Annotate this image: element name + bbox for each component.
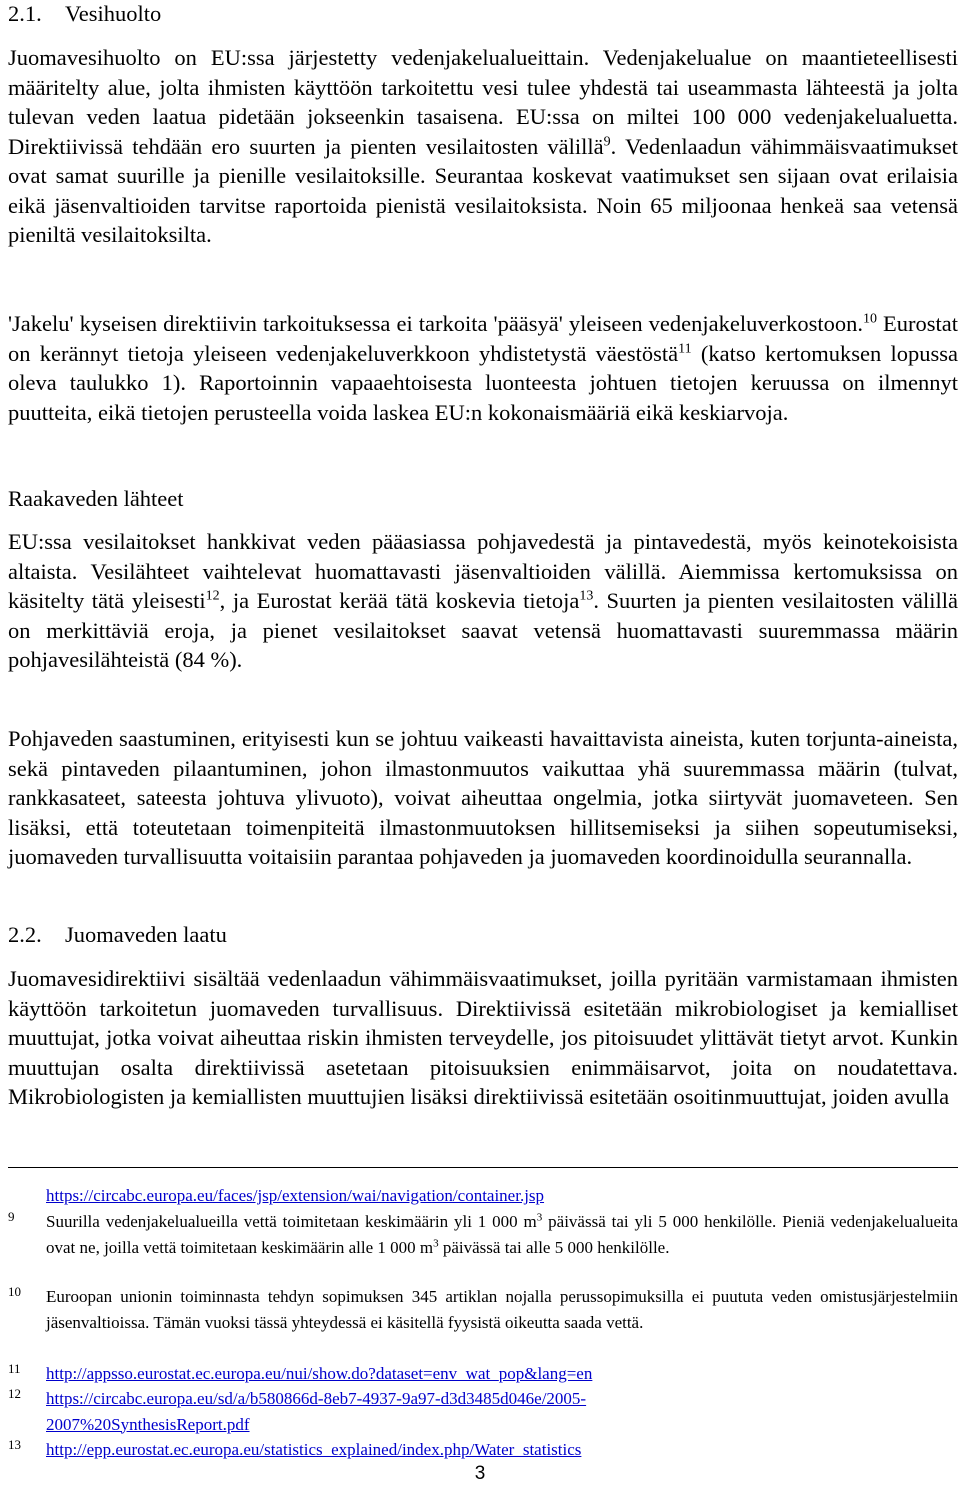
paragraph-text: 'Jakelu' kyseisen direktiivin tarkoituksessa ei tarkoita 'pääsyä' yleiseen vedenjakeluverkostoon. <box>8 311 863 336</box>
superscript: 3 <box>536 1211 543 1224</box>
footnote-ref-13[interactable]: 13 <box>579 588 594 604</box>
paragraph-text: . Vedenlaadun vähimmäisvaatimukset ovat samat suurille ja pienille vesilaitoksille. Seurantaa koskevat vaatimukset sen sijaan ovat erilaisia eikä jäsenvaltioiden tarvitse raportoida pienistä vesilaitoksista. Noin 65 miljoonaa henkeä saa vetensä pieniltä vesilaitoksilta. <box>8 133 958 247</box>
paragraph-raw-water <box>8 527 958 675</box>
section-title: Juomaveden laatu <box>65 922 227 947</box>
footnote-number: 12 <box>8 1386 21 1401</box>
footnote-text-part: päivässä tai alle 5 000 henkilölle. <box>438 1237 670 1257</box>
footnote-ref-12[interactable]: 12 <box>205 588 220 604</box>
footnote-text: Euroopan unionin toiminnasta tehdyn sopimuksen 345 artiklan nojalla perussopimuksilla ei puututa veden omistusjärjestelmiin jäsenvaltioissa. Tämän vuoksi tässä yhteydessä ei käsitellä fyysistä oikeutta saada vettä. <box>46 1287 958 1332</box>
page-number: 3 <box>474 1463 486 1484</box>
subheading-raw-water-sources: Raakaveden lähteet <box>8 486 184 511</box>
footnote-text-part: päivässä tai yli 5 000 henkilölle. Pieniä vedenjakelualueita ovat ne, joilla vettä toimitetaan keskimäärin alle 1 000 m <box>46 1212 958 1257</box>
paragraph-drinking-water-quality: Juomavesidirektiivi sisältää vedenlaadun vähimmäisvaatimukset, joilla pyritään varmistamaan ihmisten käyttöön tarkoitetun juomaveden turvallisuus. Direktiivissä esitetään mikrobiologiset ja kemialliset muuttujat, jotka voivat aiheuttaa riskin ihmisten terveydelle, jos pitoisuudet ylittävät tietyt arvot. Kunkin muuttujan osalta direktiivissä asetetaan pitoisuuksien enimmäisarvot, joita on noudatettava. Mikrobiologisten ja kemiallisten muuttujien lisäksi direktiivissä esitetään osoitinmuuttujat, joiden avulla <box>8 966 958 1109</box>
paragraph-text: , ja Eurostat kerää tätä koskevia tietoja <box>219 588 580 613</box>
section-title: Vesihuolto <box>65 1 162 26</box>
footnote-number: 13 <box>8 1437 21 1452</box>
footnote-text-part: Suurilla vedenjakelualueilla vettä toimitetaan keskimäärin yli 1 000 m <box>46 1212 537 1231</box>
section-heading-2-2 <box>8 922 227 948</box>
footnote-ref-11[interactable]: 11 <box>678 341 692 356</box>
footnote-number: 9 <box>8 1209 15 1224</box>
superscript: 3 <box>433 1236 439 1249</box>
footnote-text <box>46 1209 958 1260</box>
footnote-link-line-2[interactable]: 2007%20SynthesisReport.pdf <box>46 1414 250 1434</box>
paragraph-text: Juomavesihuolto on EU:ssa järjestetty vedenjakelualueittain. Vedenjakelualue on maantieteellisesti määritelty alue, jolta ihmisten käyttöön tarkoitettu vesi tulee yhdestä tai useammasta lähteestä ja jolta tulevan veden laatua pidetään jokseenkin tasaisena. EU:ssa on miltei 100 000 vedenjakelualuetta. Direktiivissä tehdään ero suurten ja pienten vesilaitosten välillä <box>8 45 958 159</box>
paragraph-groundwater: Pohjaveden saastuminen, erityisesti kun se johtuu vaikeasti havaittavista aineista, kuten torjunta-aineista, sekä pintaveden pilaantuminen, johon ilmastonmuutos vaikuttaa yhä suuremmassa määrin (tulvat, rankkasateet, sateesta johtuva ylivuoto), voivat aiheuttaa ongelmia, jotka siirtyvät juomaveteen. Sen lisäksi, että toteutetaan toimenpiteitä ilmastonmuutoksen hillitsemiseksi ja siihen sopeutumiseksi, juomaveden turvallisuutta voitaisiin parantaa pohjaveden ja juomaveden koordinoidulla seurannalla. <box>8 726 958 869</box>
section-number: 2.1. <box>8 1 42 26</box>
footnote-number: 10 <box>8 1284 21 1299</box>
paragraph-text: . Suurten ja pienten vesilaitosten välillä on merkittäviä eroja, ja pienet vesilaitokset saavat vetensä huomattavasti suuremmassa määrin pohjavesilähteistä (84 %). <box>8 588 958 672</box>
footnote-link[interactable]: https://circabc.europa.eu/faces/jsp/extension/wai/navigation/container.jsp <box>46 1186 545 1205</box>
footnote-link-line-1[interactable]: https://circabc.europa.eu/sd/a/b580866d-8eb7-4937-9a97-d3d3485d046e/2005- <box>46 1389 587 1408</box>
footnote-link[interactable]: http://epp.eurostat.ec.europa.eu/statistics_explained/index.php/Water_statistics <box>46 1440 582 1459</box>
paragraph-text: Eurostat on kerännyt tietoja yleiseen vedenjakeluverkkoon yhdistetystä väestöstä <box>8 311 958 366</box>
section-heading-2-1 <box>8 1 161 27</box>
paragraph-text: EU:ssa vesilaitokset hankkivat veden pääasiassa pohjavedestä ja pintavedestä, myös keinotekoisista altaista. Vesilähteet vaihtelevat huomattavasti jäsenvaltioiden välillä. Aiemmissa kertomuksissa on käsitelty tätä yleisesti <box>8 529 958 613</box>
section-number: 2.2. <box>8 922 42 947</box>
footnote-number: 11 <box>8 1361 21 1376</box>
footnote-ref-9[interactable]: 9 <box>603 134 611 149</box>
paragraph-distribution <box>8 309 958 427</box>
footnote-ref-10[interactable]: 10 <box>862 311 877 327</box>
paragraph-text: (katso kertomuksen lopussa oleva taulukko 1). Raportoinnin vapaaehtoisesta luonteesta johtuen tietojen keruussa on ilmennyt puutteita, eikä tietojen perusteella voida laskea EU:n kokonaismääriä eikä keskiarvoja. <box>8 340 958 425</box>
footnote-link[interactable]: http://appsso.eurostat.ec.europa.eu/nui/show.do?dataset=env_wat_pop&lang=en <box>46 1364 593 1383</box>
paragraph-water-supply <box>8 43 958 250</box>
footnote-separator <box>8 1167 958 1168</box>
